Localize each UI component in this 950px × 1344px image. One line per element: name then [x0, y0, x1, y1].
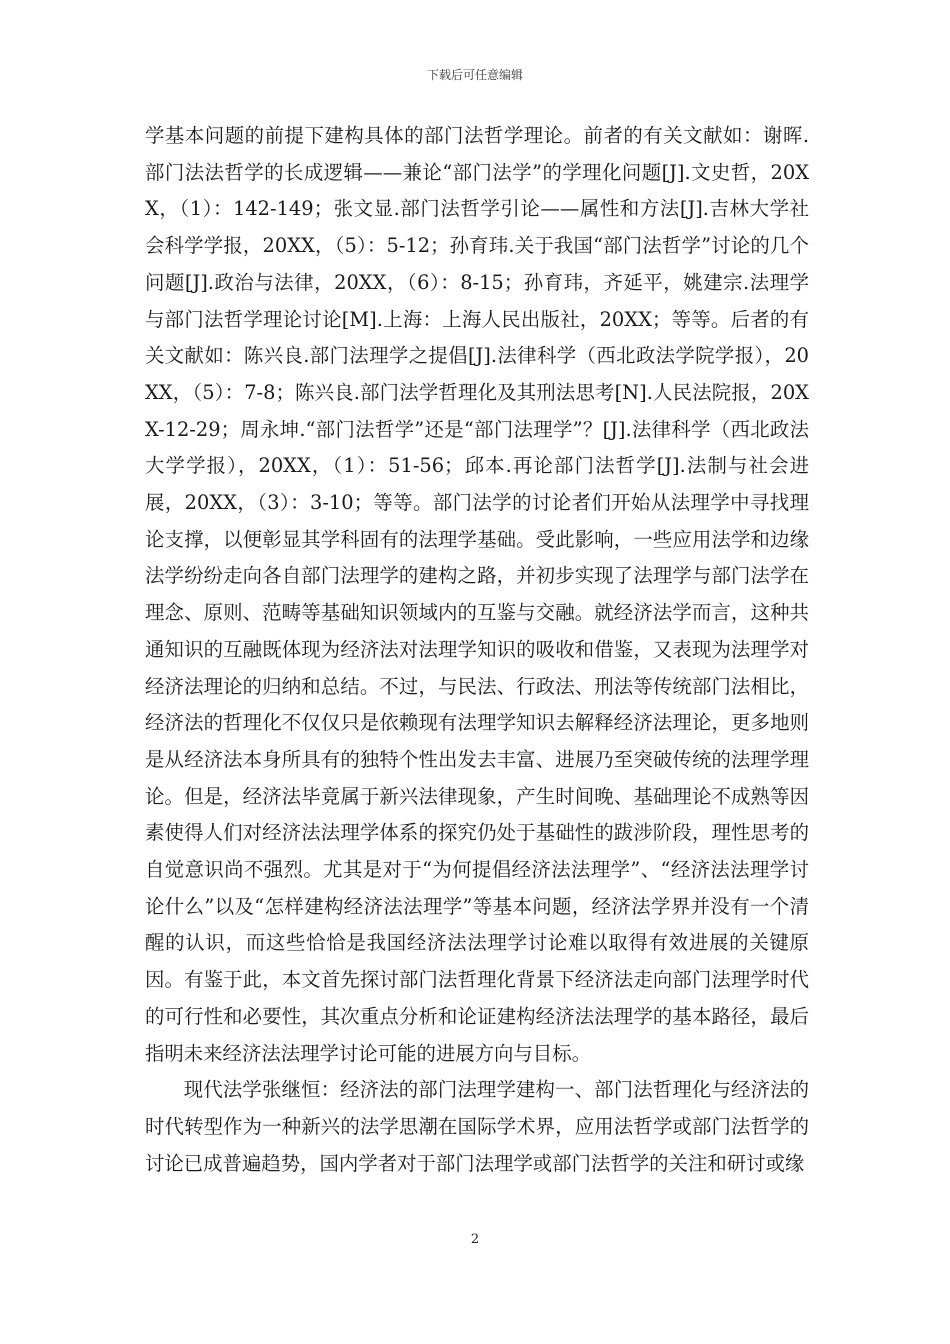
page-number: 2	[470, 1232, 480, 1247]
paragraph-1: 学基本问题的前提下建构具体的部门法哲学理论。前者的有关文献如：谢晖.部门法法哲学的长成逻辑——兼论“部门法学”的学理化问题[J].文史哲，20XX，（1）：142-149；张文显.部门法哲学引论——属性和方法[J].吉林大学社会科学学报，20XX，（5）：5-12；孙育玮.关于我国“部门法哲学”讨论的几个问题[J].政治与法律，20XX，（6）：8-15；孙育玮，齐延平，姚建宗.法理学与部门法哲学理论讨论[M].上海：上海人民出版社，20XX；等等。后者的有关文献如：陈兴良.部门法理学之提倡[J].法律科学（西北政法学院学报），20XX，（5）：7-8；陈兴良.部门法学哲理化及其刑法思考[N].人民法院报，20XX-12-29；周永坤.“部门法哲学”还是“部门法理学”？[J].法律科学（西北政法大学学报），20XX，（1）：51-56；邱本.再论部门法哲学[J].法制与社会进展，20XX，（3）：3-10；等等。部门法学的讨论者们开始从法理学中寻找理论支撑，以便彰显其学科固有的法理学基础。受此影响，一些应用法学和边缘法学纷纷走向各自部门法理学的建构之路，并初步实现了法理学与部门法学在理念、原则、范畴等基础知识领域内的互鉴与交融。就经济法学而言，这种共通知识的互融既体现为经济法对法理学知识的吸收和借鉴，又表现为法理学对经济法理论的归纳和总结。不过，与民法、行政法、刑法等传统部门法相比，经济法的哲理化不仅仅只是依赖现有法理学知识去解释经济法理论，更多地则是从经济法本身所具有的独特个性出发去丰富、进展乃至突破传统的法理学理论。但是，经济法毕竟属于新兴法律现象，产生时间晚、基础理论不成熟等因素使得人们对经济法法理学体系的探究仍处于基础性的跋涉阶段，理性思考的自觉意识尚不强烈。尤其是对于“为何提倡经济法法理学”、“经济法法理学讨论什么”以及“怎样建构经济法法理学”等基本问题，经济法学界并没有一个清醒的认识，而这些恰恰是我国经济法法理学讨论难以取得有效进展的关键原因。有鉴于此，本文首先探讨部门法哲理化背景下经济法走向部门法理学时代的可行性和必要性，其次重点分析和论证建构经济法法理学的基本路径，最后指明未来经济法法理学讨论可能的进展方向与目标。	[145, 124, 809, 1065]
document-body	[145, 118, 809, 1182]
paragraph-2: 现代法学张继恒：经济法的部门法理学建构一、部门法哲理化与经济法的时代转型作为一种新兴的法学思潮在国际学术界，应用法哲学或部门法哲学的讨论已成普遍趋势，国内学者对于部门法理学或部门法哲学的关注和研讨或缘	[145, 1078, 809, 1175]
page-header: 下载后可任意编辑	[426, 68, 523, 82]
